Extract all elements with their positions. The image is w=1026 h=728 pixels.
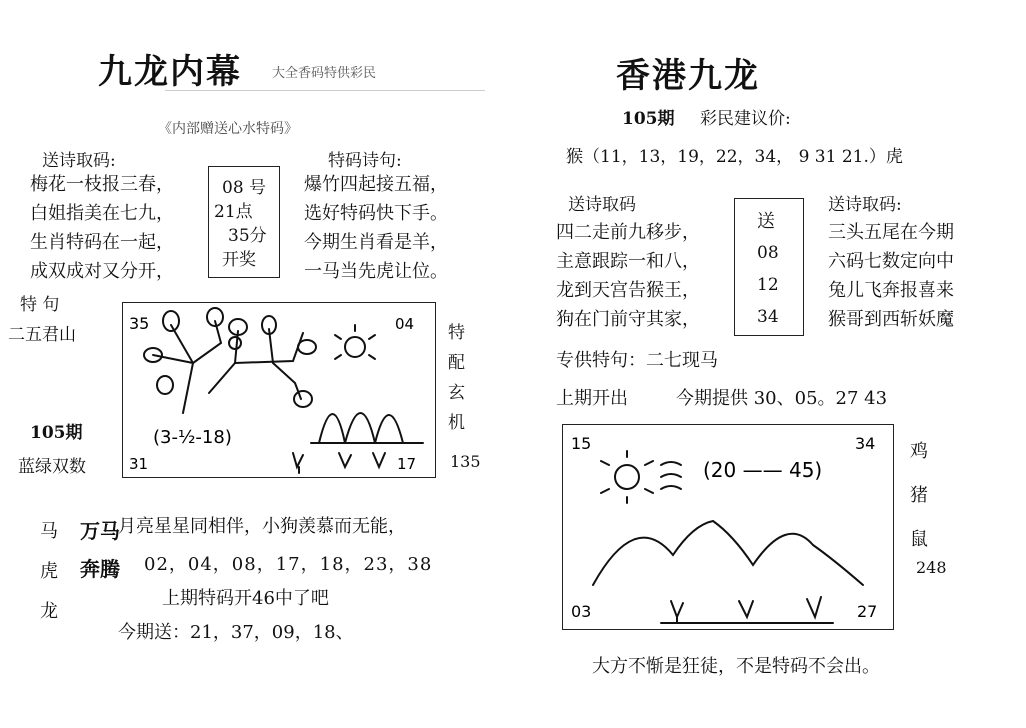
- right-poem-right-block: [828, 218, 954, 334]
- sketch-number-tr: 34: [855, 434, 876, 453]
- animal-label: 鼠: [910, 529, 928, 550]
- animal-label: 马: [40, 521, 58, 542]
- poem-line: 主意跟踪一和八，: [556, 251, 700, 272]
- poem-line: 生肖特码在一起，: [30, 232, 174, 253]
- animal-label: 虎: [40, 561, 58, 582]
- poem-line: 兔儿飞奔报喜来: [828, 280, 954, 301]
- right-footer: 大方不惭是狂徒，不是特码不会出。: [592, 656, 880, 677]
- draw-hour: 21点: [214, 202, 253, 222]
- sketch-number-tr: 04: [395, 315, 415, 333]
- right-poem-right-title: 送诗取码:: [828, 195, 902, 215]
- te-ju-value: 二五君山: [8, 325, 76, 345]
- left-poem-title: 送诗取码:: [42, 151, 116, 171]
- poem-line: 龙到天宫告猴王，: [556, 280, 700, 301]
- poem-line: 三头五尾在今期: [828, 222, 954, 243]
- sketch-number-bl: 03: [571, 602, 592, 621]
- poem-line: 选好特码快下手。: [304, 203, 448, 224]
- left-poem-block: [30, 170, 174, 286]
- left-last-period: 上期特码开46中了吧: [162, 588, 329, 609]
- this-provide-line: 今期提供 30、05。27 43: [676, 388, 888, 409]
- right-poem-left-block: [556, 218, 700, 334]
- left-title-divider: [165, 90, 485, 91]
- left-sketch-box: [122, 302, 436, 478]
- last-open-label: 上期开出: [556, 388, 628, 409]
- idiom-line: 万马: [80, 519, 120, 543]
- left-subheader: 《内部赠送心水特码》: [158, 121, 298, 137]
- left-issue: 105期: [30, 423, 83, 443]
- sketch-number-bl: 31: [129, 455, 149, 473]
- left-this-period: 今期送：21，37，09，18、: [118, 622, 354, 643]
- right-issue: 105期: [622, 109, 675, 129]
- tree-sketch: [123, 303, 435, 477]
- sketch-formula: (3-½-18): [153, 427, 232, 448]
- tree-branch: [171, 325, 193, 413]
- draw-minute: 35分: [228, 226, 267, 246]
- side-char: 玄: [448, 383, 465, 403]
- poem-line: 今期生肖看是羊，: [304, 232, 448, 253]
- left-poem-line: 月亮星星同相伴，小狗羡慕而无能，: [118, 516, 406, 537]
- idiom-block: [80, 512, 120, 588]
- poem-line: 狗在门前守其家，: [556, 309, 700, 330]
- right-suggest: 彩民建议价:: [700, 109, 791, 129]
- sketch-number-br: 17: [397, 455, 417, 473]
- poem-line: 白姐指美在七九，: [30, 203, 174, 224]
- right-poem-title: 特码诗句:: [328, 151, 402, 171]
- idiom-line: 奔腾: [80, 557, 120, 581]
- send-label: 送: [757, 211, 775, 232]
- lanlv-label: 蓝绿双数: [18, 457, 86, 477]
- draw-label: 开奖: [222, 250, 256, 270]
- draw-time-box: [208, 166, 280, 278]
- poem-line: 成双成对又分开，: [30, 261, 174, 282]
- poem-line: 猴哥到西斩妖魔: [828, 309, 954, 330]
- animal-label: 龙: [40, 601, 58, 622]
- right-poem-left-title: 送诗取码: [568, 195, 636, 215]
- sketch-formula: (20 —— 45): [703, 458, 823, 482]
- left-numbers-line: 02，04，08，17，18，23，38: [144, 554, 433, 575]
- poem-line: 六码七数定向中: [828, 251, 954, 272]
- left-side-number: 135: [450, 452, 481, 471]
- side-char: 特: [448, 323, 465, 343]
- animal-label: 鸡: [910, 441, 928, 462]
- te-ju-label: 特 句: [20, 295, 60, 315]
- poem-line: 梅花一枝报三春，: [30, 174, 174, 195]
- side-char: 配: [448, 353, 465, 373]
- left-faded-subtitle: 大全香码特供彩民: [272, 66, 377, 81]
- sketch-number-tl: 15: [571, 434, 592, 453]
- left-animal-column: [40, 512, 58, 632]
- animal-label: 猪: [910, 485, 928, 506]
- send-number: 34: [757, 307, 779, 327]
- left-side-vertical: [448, 318, 465, 438]
- send-box: [734, 198, 804, 336]
- sketch-number-tl: 35: [129, 314, 150, 333]
- send-number: 12: [757, 275, 779, 295]
- sketch-number-br: 27: [857, 602, 878, 621]
- right-side-number: 248: [916, 558, 947, 577]
- right-title: 香港九龙: [616, 56, 760, 96]
- poem-line: 一马当先虎让位。: [304, 261, 448, 282]
- send-number: 08: [757, 243, 779, 263]
- special-line: 专供特句：二七现马: [556, 350, 718, 371]
- poem-line: 爆竹四起接五福，: [304, 174, 448, 195]
- mountain-sketch: [563, 425, 893, 629]
- right-sketch-box: [562, 424, 894, 630]
- poem-line: 四二走前九移步，: [556, 222, 700, 243]
- monkey-tiger-line: 猴（11，13，19，22，34， 9 31 21.）虎: [566, 147, 903, 167]
- right-animal-column: [910, 430, 928, 562]
- left-title: 九龙内幕: [98, 52, 242, 92]
- draw-number: 08 号: [222, 178, 267, 198]
- side-char: 机: [448, 413, 465, 433]
- right-poem-block: [304, 170, 448, 286]
